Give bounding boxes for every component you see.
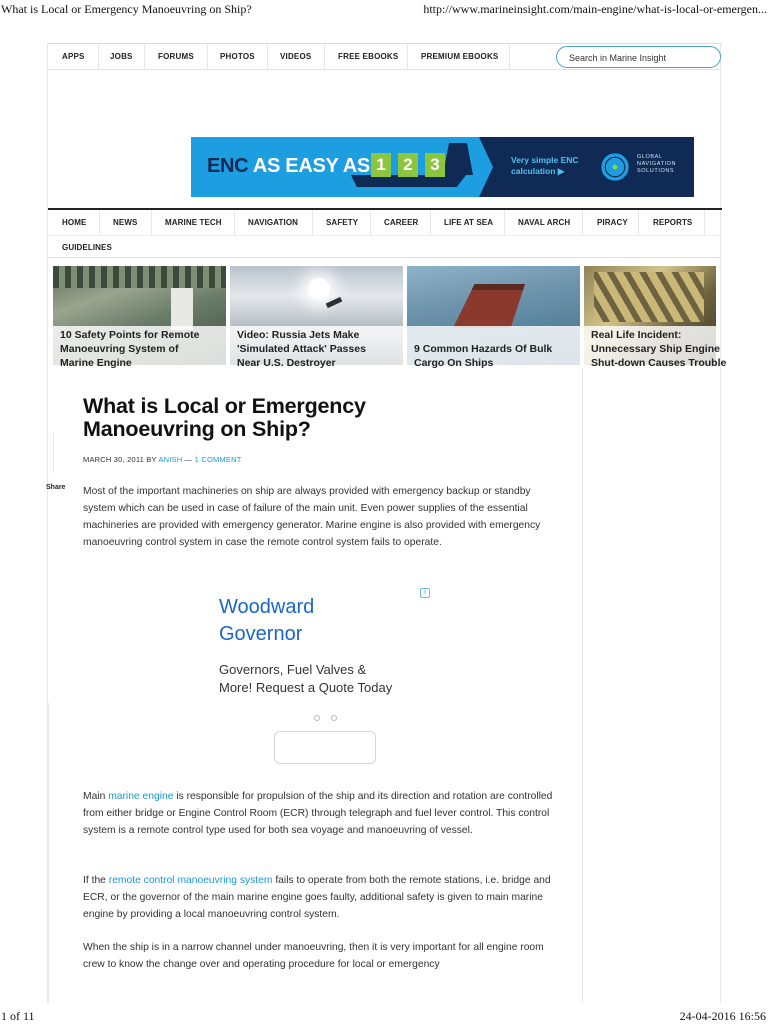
article-comments-link[interactable]: 1 COMMENT	[194, 455, 242, 464]
divider	[324, 44, 325, 70]
slide-caption	[53, 326, 226, 369]
enc-ad-banner[interactable]	[191, 137, 694, 197]
share-bar-border	[53, 433, 54, 473]
ad-headline[interactable]: Woodward Governor	[219, 596, 315, 645]
divider	[582, 210, 583, 235]
divider	[504, 210, 505, 235]
divider	[407, 44, 408, 70]
nav-navigation[interactable]: NAVIGATION	[248, 218, 299, 227]
slide-caption	[230, 326, 403, 369]
bulk-carrier-photo	[453, 284, 525, 328]
divider	[151, 210, 152, 235]
search-box	[556, 46, 721, 68]
featured-slide[interactable]	[230, 266, 403, 369]
woodward-ad[interactable]	[216, 586, 436, 701]
share-bar-border	[48, 703, 49, 1003]
banner-enc-text: ENC	[207, 155, 249, 177]
website	[46, 43, 727, 1003]
nav-home[interactable]: HOME	[62, 218, 87, 227]
print-page-number: 1 of 11	[1, 1009, 35, 1023]
article-title: What is Local or Emergency Manoeuvring on Ship?	[83, 394, 366, 441]
nav-guidelines[interactable]: GUIDELINES	[62, 243, 112, 252]
divider	[430, 210, 431, 235]
divider	[312, 210, 313, 235]
slide-caption	[584, 326, 727, 369]
nav-marine-tech[interactable]: MARINE TECH	[165, 218, 222, 227]
article-paragraph: Most of the important machineries on ship are always provided with emergency backup or standby system which can be used in case of failure of the main unit. Even power supplies of the essential machineries are provided with emergency generator. Marine engine is also provided with emergency manoeuvring control system in case the remote control system fails to operate.	[83, 486, 541, 548]
ad-action-button[interactable]	[274, 731, 376, 764]
print-footer	[0, 1008, 768, 1024]
divider	[144, 44, 145, 70]
top-menu-photos[interactable]: PHOTOS	[220, 52, 255, 61]
banner-promo-line-1: Very simple ENC	[511, 155, 579, 165]
banner-headline	[207, 155, 370, 178]
banner-number-3: 3	[425, 153, 445, 177]
top-menu-apps[interactable]: APPS	[62, 52, 85, 61]
banner-promo	[511, 155, 579, 177]
top-menu-premium-ebooks[interactable]: PREMIUM EBOOKS	[421, 52, 499, 61]
ad-pager-dot[interactable]	[331, 715, 337, 721]
nav-naval-arch[interactable]: NAVAL ARCH	[518, 218, 571, 227]
ad-pager-dot[interactable]	[314, 715, 320, 721]
divider	[704, 210, 705, 235]
ad-body: Governors, Fuel Valves & More! Request a Quote Today	[219, 662, 393, 695]
top-menu-free-ebooks[interactable]: FREE EBOOKS	[338, 52, 399, 61]
divider	[267, 44, 268, 70]
article-paragraph: When the ship is in a narrow channel under manoeuvring, then it is very important for all engine room crew to know the change over and operating procedure for local or emergency	[83, 942, 544, 970]
divider	[99, 210, 100, 235]
banner-easy-text: AS EASY AS	[252, 155, 370, 177]
jet-photo	[326, 297, 343, 308]
banner-promo-line-2: calculation ▶	[511, 166, 565, 176]
divider	[509, 44, 510, 70]
sun-photo	[308, 278, 330, 300]
article-paragraph	[83, 872, 561, 923]
share-label[interactable]: Share	[46, 484, 66, 491]
nav-career[interactable]: CAREER	[384, 218, 419, 227]
ship-superstructure-icon	[443, 143, 473, 175]
banner-arrow	[479, 137, 493, 197]
nav-reports[interactable]: REPORTS	[653, 218, 693, 227]
article-author-link[interactable]: ANISH	[158, 455, 183, 464]
article-paragraph	[83, 788, 561, 839]
banner-company-name: GLOBAL NAVIGATION SOLUTIONS	[637, 154, 677, 174]
nav-life-at-sea[interactable]: LIFE AT SEA	[444, 218, 494, 227]
banner-number-1: 1	[371, 153, 391, 177]
article-meta	[83, 455, 241, 464]
marine-engine-link[interactable]: marine engine	[108, 791, 174, 802]
slide-caption-text: Video: Russia Jets Make 'Simulated Attack' Passes Near U.S. Destroyer	[237, 329, 366, 369]
ad-info-icon[interactable]: i	[420, 588, 430, 598]
globe-logo-icon	[599, 151, 631, 183]
featured-slide[interactable]	[584, 266, 727, 369]
divider	[638, 210, 639, 235]
article-date: MARCH 30, 2011 BY	[83, 455, 157, 464]
meta-separator: —	[184, 455, 193, 464]
machinery-photo-strip	[53, 266, 226, 288]
main-nav	[48, 208, 722, 258]
featured-slider	[53, 266, 727, 369]
nav-safety[interactable]: SAFETY	[326, 218, 359, 227]
top-menu	[48, 43, 722, 70]
nav-row-divider	[48, 235, 722, 236]
featured-slide[interactable]	[407, 266, 580, 369]
engine-machinery-photo	[594, 272, 704, 322]
featured-slide[interactable]	[53, 266, 226, 369]
slide-caption-text: 9 Common Hazards Of Bulk Cargo On Ships	[414, 343, 553, 369]
print-page-title: What is Local or Emergency Manoeuvring on Ship?	[1, 2, 252, 16]
print-header	[0, 0, 768, 20]
top-menu-videos[interactable]: VIDEOS	[280, 52, 312, 61]
slide-caption	[407, 326, 580, 369]
print-datetime: 24-04-2016 16:56	[679, 1009, 766, 1023]
print-page-url: http://www.marineinsight.com/main-engine/what-is-local-or-emergen...	[423, 2, 767, 16]
top-menu-jobs[interactable]: JOBS	[110, 52, 133, 61]
p3-lead: If the	[83, 875, 109, 886]
top-menu-forums[interactable]: FORUMS	[158, 52, 194, 61]
search-input[interactable]	[569, 51, 709, 64]
slide-caption-text: 10 Safety Points for Remote Manoeuvring System of Marine Engine	[60, 329, 200, 369]
divider	[370, 210, 371, 235]
nav-piracy[interactable]: PIRACY	[597, 218, 628, 227]
divider	[98, 44, 99, 70]
p2-lead: Main	[83, 791, 109, 802]
p2-rest: is responsible for propulsion of the ship and its direction and rotation are controlled from either bridge or Engine Control Room (ECR) through telegraph and fuel lever control. This control system is a remote control type used for both sea voyage and manoeuvring of vessel.	[83, 791, 553, 836]
slide-caption-text: Real Life Incident: Unnecessary Ship Engine Shut-down Causes Trouble	[591, 329, 727, 369]
remote-control-manoeuvring-link[interactable]: remote control manoeuvring system	[108, 875, 273, 886]
nav-news[interactable]: NEWS	[113, 218, 138, 227]
p3-rest: fails to operate from both the remote stations, i.e. bridge and ECR, or the governor of the main marine engine goes faulty, additional safety is given to main marine engine by providing a local manoeuvring control system.	[83, 875, 551, 920]
divider	[207, 44, 208, 70]
divider	[234, 210, 235, 235]
banner-number-2: 2	[398, 153, 418, 177]
